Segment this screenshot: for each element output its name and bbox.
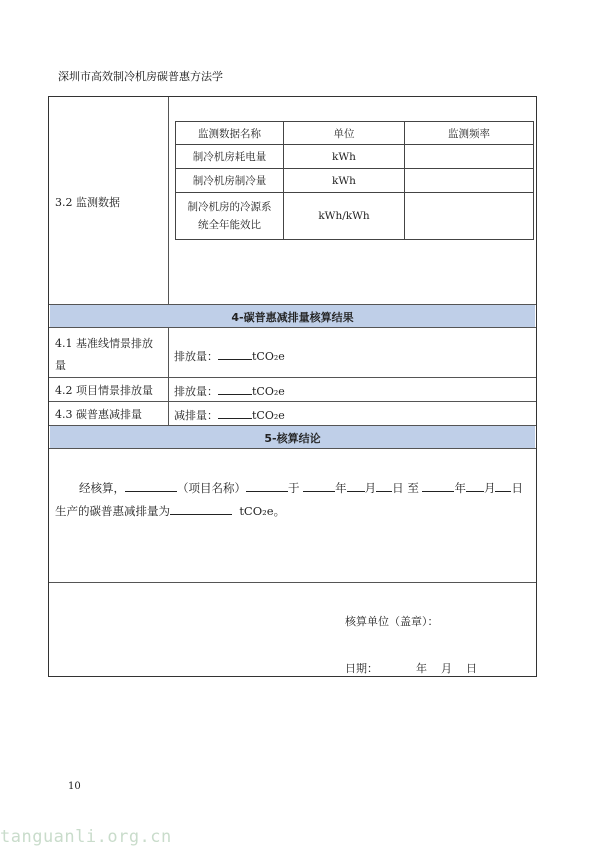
- emission-prefix: 排放量：: [174, 385, 218, 398]
- table-row: [176, 169, 534, 193]
- rule: [49, 448, 536, 449]
- conclusion-start: 经核算，: [79, 481, 125, 495]
- word-year: 年: [335, 481, 347, 495]
- table-row: [176, 193, 534, 240]
- start-day-blank[interactable]: [376, 479, 392, 492]
- row-name-line2: 统全年能效比: [198, 219, 261, 231]
- section-4-title: 4-碳普惠减排量核算结果: [231, 311, 354, 324]
- reduction-blank[interactable]: [170, 502, 232, 515]
- blank-field[interactable]: [218, 406, 252, 419]
- word-to: 至: [407, 481, 419, 495]
- word-year: 年: [454, 481, 466, 495]
- conclusion-reduction-text: 生产的碳普惠减排量为: [55, 504, 170, 518]
- start-month-blank[interactable]: [347, 479, 365, 492]
- row-name: 制冷机房耗电量: [176, 145, 284, 169]
- rule: [49, 401, 536, 402]
- form-frame: [48, 96, 537, 677]
- row-4-2-value: [174, 382, 285, 399]
- unit: tCO₂e: [252, 350, 285, 363]
- row-unit: kWh: [284, 145, 405, 169]
- date-month: 月: [441, 662, 452, 675]
- project-name-blank[interactable]: [125, 479, 177, 492]
- blank-field[interactable]: [218, 347, 252, 360]
- end-year-blank[interactable]: [422, 479, 454, 492]
- rule: [49, 327, 536, 328]
- conclusion-line-1: [79, 479, 523, 496]
- row-4-3-label: 4.3 碳普惠减排量: [55, 408, 142, 421]
- row-4-2-label: 4.2 项目情景排放量: [55, 384, 153, 397]
- row-frequency: [405, 193, 534, 240]
- monitoring-table: [175, 121, 534, 240]
- blank-field[interactable]: [218, 382, 252, 395]
- row-name-line1: 制冷机房的冷源系: [187, 201, 272, 213]
- col-header-unit: 单位: [284, 122, 405, 145]
- row-frequency: [405, 169, 534, 193]
- date-day: 日: [466, 662, 477, 675]
- word-day: 日: [511, 481, 523, 495]
- row-frequency: [405, 145, 534, 169]
- row-4-1-value: [174, 347, 285, 364]
- section-4-band: [50, 305, 535, 327]
- row-unit: kWh: [284, 169, 405, 193]
- end-day-blank[interactable]: [495, 479, 511, 492]
- date-label: 日期：: [345, 662, 378, 675]
- end-month-blank[interactable]: [466, 479, 484, 492]
- date-year: 年: [416, 662, 427, 675]
- row-4-1-label-line2: 量: [55, 359, 66, 372]
- watermark: tanguanli.org.cn: [0, 827, 172, 847]
- section-5-title: 5-核算结论: [264, 432, 321, 445]
- row-unit: kWh/kWh: [284, 193, 405, 240]
- signing-unit-label: 核算单位（盖章）：: [345, 615, 439, 628]
- word-day: 日: [392, 481, 404, 495]
- reduction-prefix: 减排量：: [174, 409, 218, 422]
- unit: tCO₂e。: [239, 504, 286, 518]
- section-5-band: [50, 426, 535, 448]
- page-number: 10: [68, 781, 81, 792]
- word-month: 月: [483, 481, 496, 495]
- col-header-name: 监测数据名称: [176, 122, 284, 145]
- table-row: [176, 145, 534, 169]
- word-month: 月: [364, 481, 377, 495]
- unit: tCO₂e: [252, 409, 285, 422]
- project-name-hint: （项目名称）: [177, 481, 246, 495]
- row-name: [176, 193, 284, 240]
- row-4-3-value: [174, 406, 285, 423]
- section-3-2-label: 3.2 监测数据: [55, 196, 120, 209]
- emission-prefix: 排放量：: [174, 350, 218, 363]
- row-name: 制冷机房制冷量: [176, 169, 284, 193]
- conclusion-line-2: [55, 502, 285, 519]
- date-line: [345, 660, 477, 676]
- rule: [49, 582, 536, 583]
- word-yu: 于: [288, 481, 300, 495]
- start-year-blank[interactable]: [303, 479, 335, 492]
- blank-field[interactable]: [246, 479, 288, 492]
- document-header: 深圳市高效制冷机房碳普惠方法学: [58, 70, 223, 83]
- rule: [49, 377, 536, 378]
- col-header-frequency: 监测频率: [405, 122, 534, 145]
- row-4-1-label-line1: 4.1 基准线情景排放: [55, 337, 153, 350]
- unit: tCO₂e: [252, 385, 285, 398]
